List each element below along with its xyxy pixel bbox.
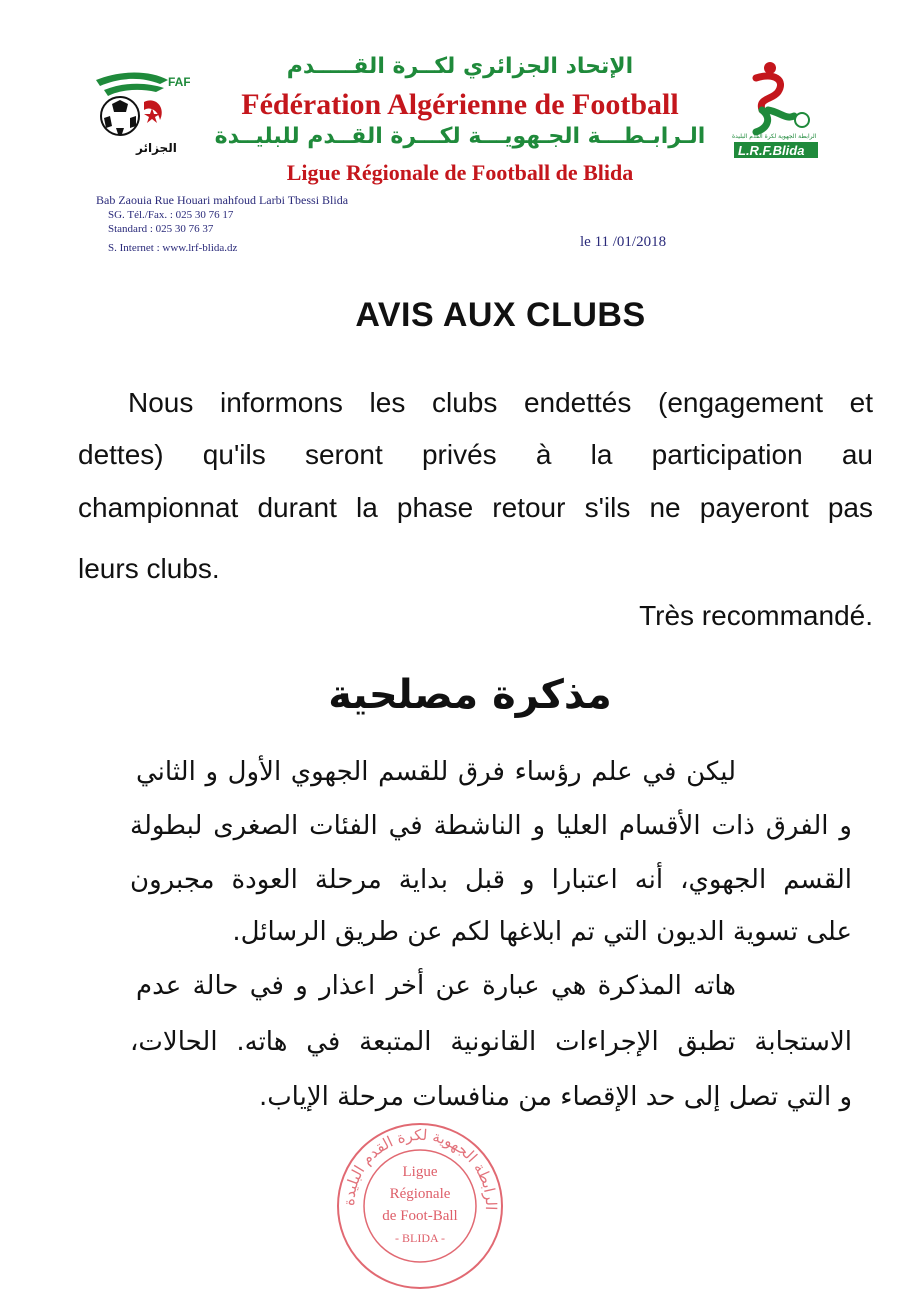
arabic-line-5: هاته المذكرة هي عبارة عن أخر اعذار و في حالة عدم	[136, 971, 736, 1001]
stamp-line-4: - BLIDA -	[395, 1231, 445, 1245]
french-line-4: leurs clubs.	[78, 553, 220, 584]
french-closing: Très recommandé.	[639, 600, 873, 631]
header-arabic-league: الـرابـطـــة الجـهويـــة لكـــرة القــدم للبليــدة	[214, 124, 706, 149]
stamp-ring-text: الرابطة الجهوية لكرة القدم البليدة	[339, 1125, 501, 1211]
french-line-3: championnat durant la phase retour s'ils ne payeront pas	[78, 492, 873, 523]
arabic-line-3: القسم الجهوي، أنه اعتبارا و قبل بداية مرحلة العودة مجبرون	[130, 865, 852, 895]
arabic-line-1: ليكن في علم رؤساء فرق للقسم الجهوي الأول و الثاني	[136, 757, 736, 787]
french-line-1: Nous informons les clubs endettés (engagement et	[128, 387, 873, 418]
stamp-line-3: de Foot-Ball	[382, 1208, 458, 1224]
lrf-logo-text: L.R.F.Blida	[738, 143, 805, 158]
address-street: Bab Zaouia Rue Houari mahfoud Larbi Tbessi Blida	[96, 193, 349, 207]
lrf-blida-logo	[728, 58, 828, 164]
stamp-line-2: Régionale	[389, 1186, 451, 1202]
arabic-line-4: على تسوية الديون التي تم ابلاغها لكم عن طريق الرسائل.	[232, 917, 852, 947]
address-website: S. Internet : www.lrf-blida.dz	[108, 242, 238, 254]
header-french-federation: Fédération Algérienne de Football	[241, 88, 679, 121]
faf-logo	[90, 66, 190, 166]
arabic-line-2: و الفرق ذات الأقسام العليا و الناشطة في الفئات الصغرى لبطولة	[130, 811, 852, 841]
arabic-line-6: الاستجابة تطبق الإجراءات القانونية المتبعة في هاته. الحالات،	[130, 1027, 852, 1057]
document-date: le 11 /01/2018	[580, 234, 667, 250]
french-title: AVIS AUX CLUBS	[355, 296, 646, 334]
faf-logo-arabic: الجزائر	[136, 141, 177, 155]
header-french-league: Ligue Régionale de Football de Blida	[286, 160, 634, 185]
faf-logo-text: FAF	[168, 75, 190, 89]
stamp-line-1: Ligue	[402, 1164, 438, 1180]
arabic-line-7: و التي تصل إلى حد الإقصاء من منافسات مرحلة الإياب.	[258, 1082, 852, 1112]
address-standard: Standard : 025 30 76 37	[108, 223, 214, 235]
league-stamp	[334, 1120, 506, 1292]
header-arabic-federation: الإتحاد الجزائري لكــرة القـــــدم	[286, 54, 634, 79]
address-phone-fax: SG. Tél./Fax. : 025 30 76 17	[108, 209, 234, 221]
lrf-logo-arabic: الرابطة الجهوية لكرة القدم البليدة	[732, 133, 817, 140]
arabic-title: مذكرة مصلحية	[328, 672, 612, 718]
french-line-2: dettes) qu'ils seront privés à la participation au	[78, 439, 873, 470]
